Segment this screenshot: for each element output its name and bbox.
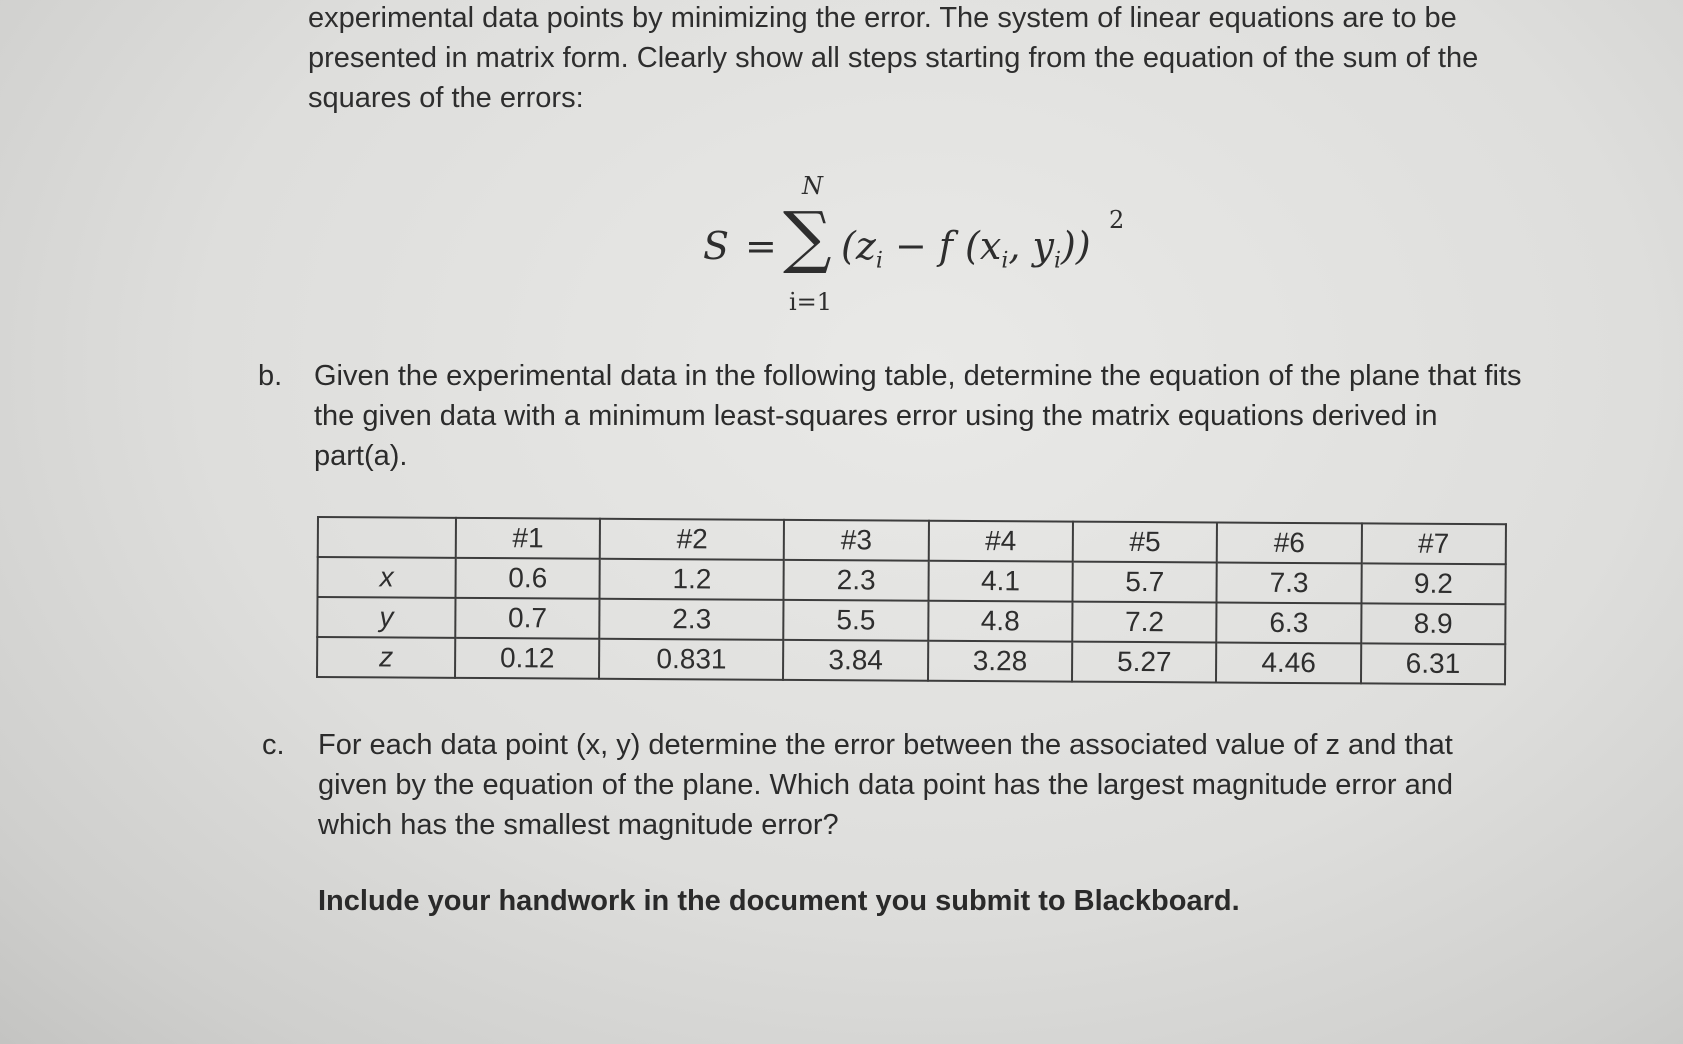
part-b [258,356,1528,476]
part-b-letter: b. [258,360,283,392]
table-cell: 8.9 [1361,603,1506,644]
table-cell: 0.12 [455,638,600,679]
table-cell: 4.46 [1216,642,1361,683]
column-header: #6 [1217,522,1362,563]
row-label: y [317,597,455,638]
table-cell: 1.2 [600,559,784,600]
column-header: #3 [784,520,929,561]
table-cell: 4.1 [928,561,1073,602]
formula-summand: ($z_i - f$ ($x_i$, $y_i$)) [841,224,1091,274]
row-label: x [318,557,456,598]
column-header: #7 [1361,523,1506,564]
sum-of-squares-formula [695,168,1155,318]
closing-instruction: Include your handwork in the document you submit to Blackboard. [318,885,1240,917]
table-cell: 2.3 [600,599,784,640]
table-cell: 0.6 [456,558,601,599]
formula-equals: = [745,224,777,268]
experimental-data-table [316,516,1507,685]
part-c-text: For each data point (x, y) determine the error between the associated value of z and that given by the equation of the plane. Which data point has the largest magnitude error and which has the smallest magnitude error? [318,729,1453,841]
table-cell: 7.3 [1217,562,1362,603]
table-row-z [317,637,1505,684]
formula-upper-limit: N [802,172,823,200]
table-cell: 0.831 [599,639,783,680]
column-header: #2 [600,519,784,560]
table-cell: 0.7 [455,598,600,639]
table-corner-cell [318,517,456,558]
formula-exponent: 2 [1109,206,1125,234]
part-c [262,725,1462,845]
formula-lhs: S [703,224,730,268]
intro-paragraph: experimental data points by minimizing the error. The system of linear equations are to be presented in matrix form. Clearly show all steps starting from the equation of the sum of the squares of the errors: [308,2,1479,114]
column-header: #5 [1073,522,1218,563]
formula-lower-limit: i=1 [789,288,833,316]
column-header: #4 [928,521,1073,562]
part-c-letter: c. [262,729,285,761]
table-cell: 3.28 [928,641,1073,682]
part-b-text: Given the experimental data in the following table, determine the equation of the plane that fits the given data with a minimum least-squares error using the matrix equations derived in part(a). [314,360,1522,472]
table-cell: 6.31 [1361,643,1506,684]
table-cell: 5.5 [784,600,929,641]
table-cell: 9.2 [1361,563,1506,604]
table-cell: 6.3 [1217,602,1362,643]
table-cell: 5.27 [1072,642,1217,683]
summation-symbol: ∑ [783,198,832,277]
table-cell: 4.8 [928,601,1073,642]
row-label: z [317,637,455,678]
table-cell: 5.7 [1073,562,1218,603]
table-cell: 7.2 [1072,602,1217,643]
table-cell: 2.3 [784,560,929,601]
table-cell: 3.84 [783,640,928,681]
column-header: #1 [456,518,601,559]
